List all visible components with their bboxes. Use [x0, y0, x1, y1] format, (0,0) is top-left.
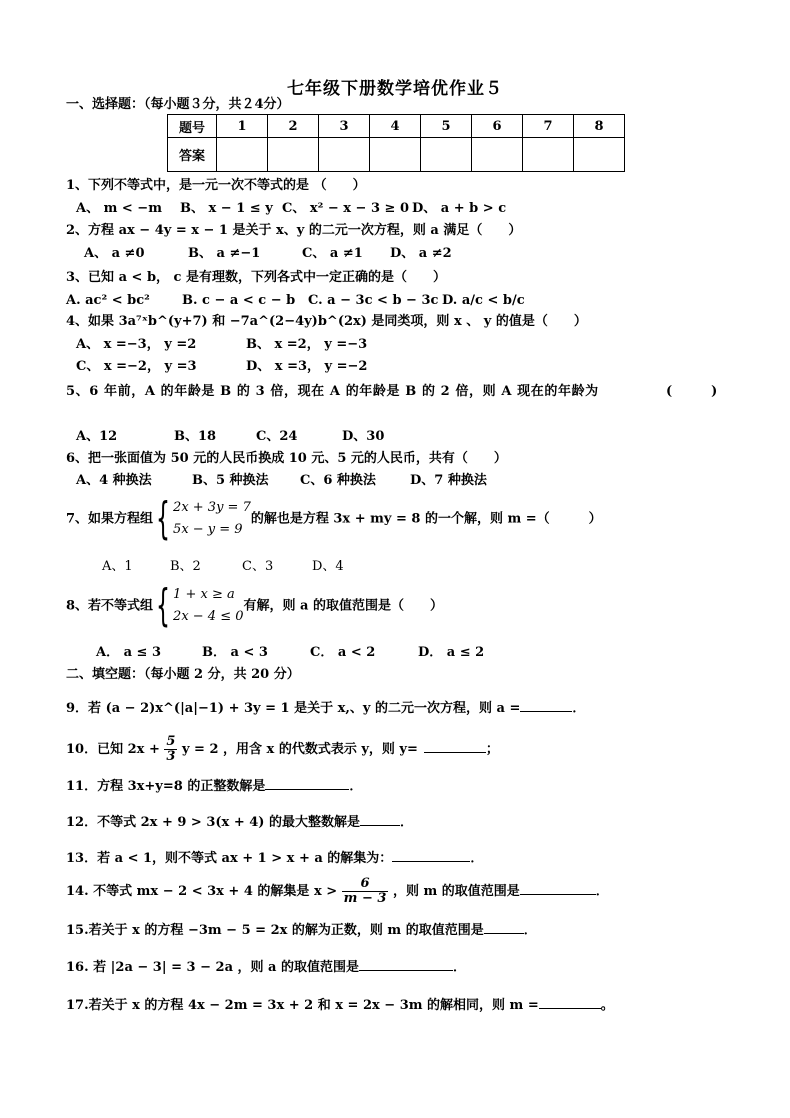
q14-end: ． [595, 884, 609, 899]
answer-cell[interactable] [421, 138, 472, 172]
question-2-stem: 2、方程 ax − 4y = x − 1 是关于 x、y 的二元一次方程，则 a 满足（ ） [66, 223, 522, 238]
q11-answer-blank[interactable] [265, 776, 349, 790]
q15-end: ． [523, 923, 537, 938]
section2-heading: 二、填空题：（每小题 2 分，共 20 分） [66, 667, 300, 682]
table-cell: 3 [319, 115, 370, 138]
table-cell: 1 [217, 115, 268, 138]
q1-option-d: D、 a + b > c [412, 201, 507, 216]
q14-numerator: 6 [342, 877, 389, 892]
brace-symbol: { [156, 493, 171, 544]
q2-option-d: D、 a ≠2 [390, 246, 452, 261]
q16-answer-blank[interactable] [359, 957, 453, 971]
q16-end: ． [453, 960, 467, 975]
answer-cell[interactable] [370, 138, 421, 172]
q7-equation-2: 5x − y = 9 [173, 522, 243, 537]
q7-option-b: B、2 [170, 559, 201, 574]
q12-text: 12．不等式 2x + 9 > 3(x + 4) 的最大整数解是 [66, 815, 360, 830]
q10-fraction [164, 735, 177, 764]
table-cell: 答案 [168, 138, 217, 172]
q10-suffix: y = 2 ，用含 x 的代数式表示 y，则 y= [181, 742, 418, 757]
q10-prefix: 10．已知 2x + [66, 742, 160, 757]
question-7 [66, 493, 602, 544]
answer-table [167, 114, 625, 172]
question-17 [66, 995, 614, 1015]
question-8 [66, 580, 443, 631]
q6-option-d: D、7 种换法 [410, 473, 487, 488]
page-title: 七年级下册数学培优作业５ [287, 79, 503, 99]
q3-option-d: D. a/c < b/c [442, 293, 525, 308]
q6-option-c: C、6 种换法 [300, 473, 376, 488]
q1-option-c: C、 x² − x − 3 ≥ 0 [282, 201, 409, 216]
question-12 [66, 812, 413, 832]
q8-option-c: C． a < 2 [310, 645, 376, 660]
q8-option-b: B． a < 3 [202, 645, 268, 660]
table-cell: 4 [370, 115, 421, 138]
q17-answer-blank[interactable] [539, 995, 601, 1009]
q10-denominator: 3 [166, 749, 176, 764]
question-6-stem: 6、把一张面值为 50 元的人民币换成 10 元、5 元的人民币，共有（ ） [66, 451, 507, 466]
q16-text: 16. 若 |2a − 3| = 3 − 2a ，则 a 的取值范围是 [66, 960, 359, 975]
q6-option-a: A、4 种换法 [76, 473, 152, 488]
q11-end: ． [349, 779, 363, 794]
table-cell: 8 [574, 115, 625, 138]
q4-option-a: A、 x =−3， y =2 [76, 337, 197, 352]
q14-fraction [342, 877, 389, 906]
q14-suffix: ，则 m 的取值范围是 [392, 884, 520, 899]
q4-option-c: C、 x =−2， y =3 [76, 359, 197, 374]
q10-end: ； [485, 742, 499, 757]
table-cell: 5 [421, 115, 472, 138]
table-cell: 题号 [168, 115, 217, 138]
q9-end: ． [572, 701, 586, 716]
q15-answer-blank[interactable] [484, 920, 524, 934]
q17-text: 17.若关于 x 的方程 4x − 2m = 3x + 2 和 x = 2x − 3m 的解相同，则 m = [66, 998, 539, 1013]
q3-option-b: B. c − a < c − b [182, 293, 296, 308]
answer-cell[interactable] [472, 138, 523, 172]
q12-answer-blank[interactable] [360, 812, 400, 826]
question-13 [66, 848, 483, 868]
q5-option-b: B、18 [174, 429, 217, 444]
q13-answer-blank[interactable] [392, 848, 470, 862]
question-1-stem: 1、下列不等式中，是一元一次不等式的是 （ ） [66, 178, 366, 193]
q7-equation-1: 2x + 3y = 7 [173, 500, 251, 515]
answer-table-header-row [168, 115, 625, 138]
question-10 [66, 733, 499, 767]
q3-option-a: A. ac² < bc² [66, 293, 150, 308]
answer-cell[interactable] [268, 138, 319, 172]
q9-answer-blank[interactable] [520, 698, 572, 712]
q2-option-b: B、 a ≠−1 [188, 246, 261, 261]
q8-inequality-system [173, 584, 243, 628]
question-14 [66, 874, 609, 910]
q3-option-c: C. a − 3c < b − 3c [308, 293, 439, 308]
q8-prefix: 8、若不等式组 [66, 598, 154, 614]
q14-denominator: m − 3 [343, 891, 387, 906]
q8-option-a: A． a ≤ 3 [96, 645, 162, 660]
q10-numerator: 5 [166, 734, 176, 749]
question-11 [66, 776, 362, 796]
q17-end: 。 [600, 998, 614, 1013]
q2-option-a: A、 a ≠0 [84, 246, 145, 261]
q14-answer-blank[interactable] [520, 881, 596, 895]
q10-answer-blank[interactable] [424, 739, 486, 753]
table-cell: 2 [268, 115, 319, 138]
q15-text: 15.若关于 x 的方程 −3m − 5 = 2x 的解为正数，则 m 的取值范围是 [66, 923, 484, 938]
answer-cell[interactable] [523, 138, 574, 172]
question-3-stem: 3、已知 a < b， c 是有理数，下列各式中一定正确的是（ ） [66, 270, 446, 285]
q7-suffix: 的解也是方程 3x + my = 8 的一个解，则 m =（ ） [250, 511, 602, 527]
q1-option-b: B、 x − 1 ≤ y [180, 201, 273, 216]
answer-cell[interactable] [319, 138, 370, 172]
q5-option-c: C、24 [256, 429, 298, 444]
table-cell: 6 [472, 115, 523, 138]
q5-option-d: D、30 [342, 429, 385, 444]
q7-option-c: C、3 [242, 559, 274, 574]
q7-option-a: A、1 [102, 559, 133, 574]
q14-prefix: 14. 不等式 mx − 2 < 3x + 4 的解集是 x > [66, 884, 338, 899]
q4-option-b: B、 x =2， y =−3 [246, 337, 368, 352]
q7-equation-system [173, 497, 251, 541]
question-5-stem: 5、6 年前，A 的年龄是 B 的 3 倍，现在 A 的年龄是 B 的 2 倍，则 A 现在的年龄为 [66, 384, 599, 399]
q2-option-c: C、 a ≠1 [302, 246, 363, 261]
answer-cell[interactable] [217, 138, 268, 172]
q13-text: 13．若 a < 1，则不等式 ax + 1 > x + a 的解集为： [66, 851, 393, 866]
question-15 [66, 920, 537, 940]
section1-heading: 一、选择题：（每小题３分，共２4分） [66, 97, 290, 112]
question-9 [66, 698, 585, 718]
q11-text: 11．方程 3x+y=8 的正整数解是 [66, 779, 266, 794]
q8-inequality-2: 2x − 4 ≤ 0 [173, 609, 244, 624]
q4-option-d: D、 x =3， y =−2 [246, 359, 368, 374]
answer-cell[interactable] [574, 138, 625, 172]
q5-option-a: A、12 [76, 429, 118, 444]
q9-text: 9．若 (a − 2)x^(|a|−1) + 3y = 1 是关于 x,、y 的二元一次方程，则 a = [66, 701, 521, 716]
q8-suffix: 有解，则 a 的取值范围是（ ） [243, 598, 443, 614]
answer-table-answer-row [168, 138, 625, 172]
question-4-stem: 4、如果 3a⁷ˣb^(y+7) 和 −7a^(2−4y)b^(2x) 是同类项，则 x 、 y 的值是（ ） [66, 314, 587, 329]
q7-option-d: D、4 [312, 559, 344, 574]
q13-end: ． [470, 851, 484, 866]
q8-inequality-1: 1 + x ≥ a [173, 587, 235, 602]
question-16 [66, 957, 466, 977]
q7-prefix: 7、如果方程组 [66, 511, 154, 527]
q6-option-b: B、5 种换法 [192, 473, 269, 488]
brace-symbol: { [156, 580, 171, 631]
table-cell: 7 [523, 115, 574, 138]
q8-option-d: D． a ≤ 2 [418, 645, 485, 660]
q12-end: ． [399, 815, 413, 830]
q1-option-a: A、 m < −m [76, 201, 162, 216]
q5-answer-paren: ( ) [666, 384, 718, 399]
